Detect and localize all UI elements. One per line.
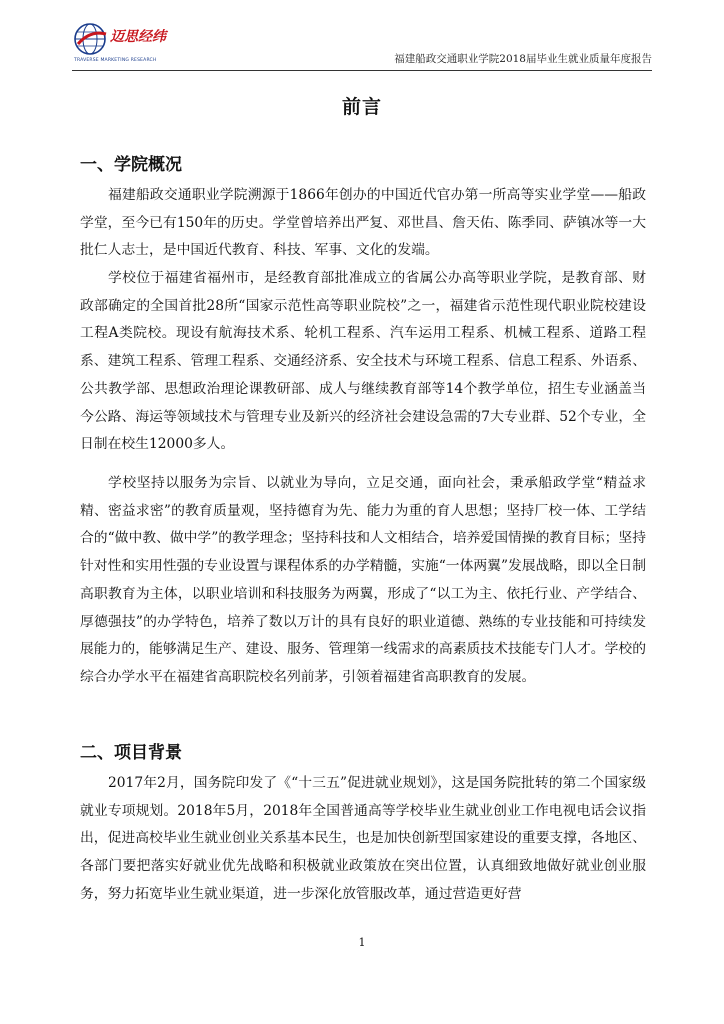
page-header — [72, 20, 652, 71]
paragraph-location-departments: 学校位于福建省福州市，是经教育部批准成立的省属公办高等职业学院，是教育部、财政部确定的全国首批28所“国家示范性高等职业院校”之一，福建省示范性现代职业院校建设工程A类院校。现设有航海技术系、轮机工程系、汽车运用工程系、机械工程系、道路工程系、建筑工程系、管理工程系、交通经济系、安全技术与环境工程系、信息工程系、外语系、公共教学部、思想政治理论课教研部、成人与继续教育部等14个教学单位，招生专业涵盖当今公路、海运等领域技术与管理专业及新兴的经济社会建设急需的7大专业群、52个专业，全日制在校生12000多人。 — [80, 270, 646, 453]
section-heading-college-overview: 一、学院概况 — [80, 155, 182, 175]
page-number: 1 — [358, 936, 366, 949]
paragraph-policy-background: 2017年2月，国务院印发了《“十三五”促进就业规划》，这是国务院批转的第二个国家级就业专项规划。2018年5月，2018年全国普通高等学校毕业生就业创业工作电视电话会议指出，促进高校毕业生就业创业关系基本民生，也是加快创新型国家建设的重要支撑，各地区、各部门要把落实好就业优先战略和积极就业政策放在突出位置，认真细致地做好就业创业服务，努力拓宽毕业生就业渠道，进一步深化放管服改革，通过营造更好营 — [80, 775, 646, 902]
logo-tagline: TRAVERSE MARKETING RESEARCH — [74, 58, 157, 63]
globe-logo-icon — [72, 22, 108, 56]
paragraph-history: 福建船政交通职业学院溯源于1866年创办的中国近代官办第一所高等实业学堂——船政学堂，至今已有150年的历史。学堂曾培养出严复、邓世昌、詹天佑、陈季同、萨镇冰等一大批仁人志士，是中国近代教育、科技、军事、文化的发端。 — [80, 187, 646, 259]
page-title: 前言 — [341, 96, 382, 118]
header-report-title: 福建船政交通职业学院2018届毕业生就业质量年度报告 — [394, 53, 652, 65]
paragraph-philosophy: 学校坚持以服务为宗旨、以就业为导向，立足交通，面向社会，秉承船政学堂“精益求精、密益求密”的教育质量观，坚持德育为先、能力为重的育人思想；坚持厂校一体、工学结合的“做中教、做中学”的教学理念；坚持科技和人文相结合，培养爱国情操的教育目标；坚持针对性和实用性强的专业设置与课程体系的办学精髓，实施“一体两翼”发展战略，即以全日制高职教育为主体，以职业培训和科技服务为两翼，形成了“以工为主、依托行业、产学结合、厚德强技”的办学特色，培养了数以万计的具有良好的职业道德、熟练的专业技能和可持续发展能力的，能够满足生产、建设、服务、管理第一线需求的高素质技术技能专门人才。学校的综合办学水平在福建省高职院校名列前茅，引领着福建省高职教育的发展。 — [80, 475, 646, 685]
section-heading-project-background: 二、项目背景 — [80, 743, 182, 763]
logo-brand: 迈思经纬 — [110, 29, 166, 45]
company-logo — [72, 22, 182, 66]
